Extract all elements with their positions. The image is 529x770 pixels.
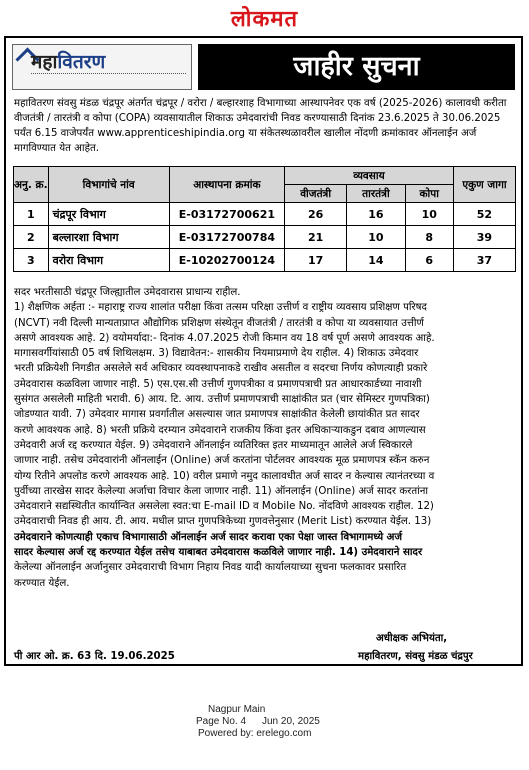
cell-sr: 1 bbox=[14, 203, 49, 226]
body-line: उमेदवाराने कोणत्याही एकाच विभागासाठी ऑनलाईन अर्ज सादर करावा एका पेक्षा जास्त विभागामध्ये अर्ज bbox=[14, 531, 403, 543]
intro-paragraph: महावितरण संवसु मंडळ चंद्रपूर अंतर्गत चंद्रपूर / वरोरा / बल्हारशाह विभागाच्या आस्थापनेवर एक वर्ष (2025-2026) कालावधी करीता वीजतंत्री / तारतंत्री व कोपा (COPA) व्यवसायातील शिकाऊ उमेदवारांची निवड करण्यासाठी दिनांक 23.6.2025 ते 30.06.2025 पर्यंत 6.15 वाजेपर्यंत www.apprenticeshipindia.org या संकेतस्थळावरील खालील नोंदणी क्रमांकावर ऑनलाईन अर्ज मागविण्यात येत आहेत. bbox=[14, 98, 507, 154]
body-line: सदर भरतीसाठी चंद्रपूर जिल्ह्यातील उमेदवारास प्राधान्य राहील. bbox=[14, 287, 241, 298]
table-row bbox=[14, 226, 516, 249]
footer-powered-by: Powered by: erelego.com bbox=[198, 728, 312, 739]
body-line: उमेदवारास कळविला जाणार नाही. 5) एस.एस.सी उत्तीर्ण गुणपत्रीका व प्रमाणपत्राची प्रत आधारकार्डच्या नावाशी bbox=[14, 378, 422, 390]
cell-sr: 3 bbox=[14, 249, 49, 272]
table-row bbox=[14, 203, 516, 226]
cell-sr: 2 bbox=[14, 226, 49, 249]
col-header-division: विभागांचे नांव bbox=[48, 167, 169, 203]
cell-registration: E-10202700124 bbox=[169, 249, 284, 272]
body-line: जाणार नाही. तसेच उमेदवारांनी ऑनलाईन (Online) अर्ज करतांना पोर्टलवर आवश्यक मूळ प्रमाणपत्र स्कॅन करुन bbox=[14, 455, 430, 467]
body-line: सुसंगत असलेली माहिती भरावी. 6) आय. टि. आय. उत्तीर्ण प्रमाणपत्राची साक्षांकीत प्रत (चार सेमिस्टर गुणपत्रिका) bbox=[14, 394, 430, 406]
cell-registration: E-03172700621 bbox=[169, 203, 284, 226]
cell-electrician: 21 bbox=[285, 226, 347, 249]
col-header-sr: अनु. क्र. bbox=[14, 167, 49, 203]
table-row bbox=[14, 249, 516, 272]
cell-total: 52 bbox=[453, 203, 515, 226]
col-header-trade: व्यवसाय bbox=[285, 167, 454, 185]
body-line: भरती प्रक्रियेशी निगडीत असलेले सर्व अधिकार व्यवस्थापनाकडे राखीव असतील व सदरचा निर्णय कोणत्याही प्रकारे bbox=[14, 363, 428, 375]
cell-electrician: 17 bbox=[285, 249, 347, 272]
body-line: उमेदवाराने सद्यस्थितीत कार्यान्वित असलेला स्वत:चा E-mail ID व Mobile No. नोंदविणे आवश्यक राहील. 12) bbox=[14, 501, 434, 513]
col-header-electrician: वीजतंत्री bbox=[285, 185, 347, 203]
cell-division: वरोरा विभाग bbox=[48, 249, 169, 272]
cell-wireman: 10 bbox=[347, 226, 405, 249]
body-line: योग्य रितीने अपलोड करणे आवश्यक आहे. 10) वरील प्रमाणे नमुद कालावधीत अर्ज सादर न केल्यास त्यानंतरच्या व bbox=[14, 470, 435, 482]
body-line: करणे आवश्यक आहे. 8) भरती प्रक्रिये दरम्यान उमेदवाराने राजकीय किंवा इतर अधिकाऱ्याकडुन दबाव आणल्यास bbox=[14, 424, 426, 436]
newspaper-masthead: लोकमत bbox=[230, 6, 299, 32]
cell-total: 37 bbox=[453, 249, 515, 272]
body-line: उमेदवाराची निवड ही आय. टी. आय. मधील प्राप्त गुणपत्रिकेच्या गुणवत्तेनुसार (Merit List) करण्यात येईल. 13) bbox=[14, 516, 432, 528]
mahavitaran-logo bbox=[12, 44, 192, 90]
col-header-wireman: तारतंत्री bbox=[347, 185, 405, 203]
vacancy-table bbox=[13, 166, 516, 272]
pro-reference: पी आर ओ. क्र. 63 दि. 19.06.2025 bbox=[14, 651, 175, 662]
logo-text-part2: वितरण bbox=[57, 51, 106, 73]
footer-date: Jun 20, 2025 bbox=[262, 716, 320, 727]
cell-copa: 10 bbox=[405, 203, 453, 226]
cell-division: बल्लारशा विभाग bbox=[48, 226, 169, 249]
notice-header bbox=[12, 44, 515, 90]
terms-body bbox=[14, 285, 515, 591]
body-line: 1) शैक्षणिक अर्हता :- महाराष्ट्र राज्य शालांत परीक्षा किंवा तत्सम परिक्षा उत्तीर्ण व राष्ट्रीय व्यवसाय प्रशिक्षण परिषद bbox=[14, 302, 427, 314]
logo-text-part1: महा bbox=[31, 51, 58, 73]
body-line: उमेदवारी अर्ज रद्द करण्यात येईल. 9) उमेदवाराने ऑनलाईन व्यतिरिक्त इतर माध्यमातून आलेले अर्ज स्विकारले bbox=[14, 439, 413, 451]
body-line: पुर्वीच्या तारखेस सादर केलेल्या अर्जाचा विचार केला जाणार नाही. 11) ऑनलाईन (Online) अर्ज सादर करतांना bbox=[14, 485, 429, 497]
public-notice bbox=[4, 36, 523, 666]
body-line: सादर केल्यास अर्ज रद्द करण्यात येईल तसेच याबाबत उमेदवारास कळविले जाणार नाही. 14) उमेदवाराने सादर bbox=[14, 547, 423, 559]
footer-page: Page No. 4 bbox=[196, 716, 247, 727]
cell-copa: 8 bbox=[405, 226, 453, 249]
logo-tagline-rule bbox=[31, 73, 186, 77]
col-header-total: एकुण जागा bbox=[453, 167, 515, 203]
body-line: जोडण्यात यावी. 7) उमेदवार मागास प्रवर्गातील असल्यास जात प्रमाणपत्र साक्षांकीत केलेली छायांकीत प्रत सादर bbox=[14, 409, 420, 421]
cell-electrician: 26 bbox=[285, 203, 347, 226]
body-line: असणे आवश्यक आहे. 2) वयोमर्यादा:- दिनांक 4.07.2025 रोजी किमान वय 18 वर्ष पूर्ण असणे आवश्यक आहे. bbox=[14, 332, 435, 344]
cell-wireman: 14 bbox=[347, 249, 405, 272]
signatory-designation: अधीक्षक अभियंता, bbox=[376, 633, 448, 644]
body-line: मागासवर्गीयांसाठी 05 वर्ष शिथिलक्षम. 3) विद्यावेतन:- शासकीय नियमाप्रमाणे देय राहील. 4) शिकाऊ उमेदवार bbox=[14, 348, 419, 360]
cell-copa: 6 bbox=[405, 249, 453, 272]
body-line: (NCVT) नवी दिल्ली मान्यताप्राप्त औद्योगिक प्रशिक्षण संस्थेतून वीजतंत्री / तारतंत्री व कोपा या व्यवसायात उत्तीर्ण bbox=[14, 317, 424, 329]
notice-title: जाहीर सुचना bbox=[198, 44, 515, 90]
footer-edition: Nagpur Main bbox=[208, 704, 266, 715]
col-header-registration: आस्थापना क्रमांक bbox=[169, 167, 284, 203]
cell-division: चंद्रपूर विभाग bbox=[48, 203, 169, 226]
cell-registration: E-03172700784 bbox=[169, 226, 284, 249]
cell-wireman: 16 bbox=[347, 203, 405, 226]
signatory-office: महावितरण, संवसु मंडळ चंद्रपुर bbox=[358, 651, 473, 662]
body-line: केलेल्या ऑनलाईन अर्जानुसार उमेदवाराची विभाग निहाय निवड यादी कार्यालयाच्या सुचना फलकावर प्रसारित bbox=[14, 562, 407, 574]
body-line: करण्यात येईल. bbox=[14, 577, 70, 589]
cell-total: 39 bbox=[453, 226, 515, 249]
col-header-copa: कोपा bbox=[405, 185, 453, 203]
